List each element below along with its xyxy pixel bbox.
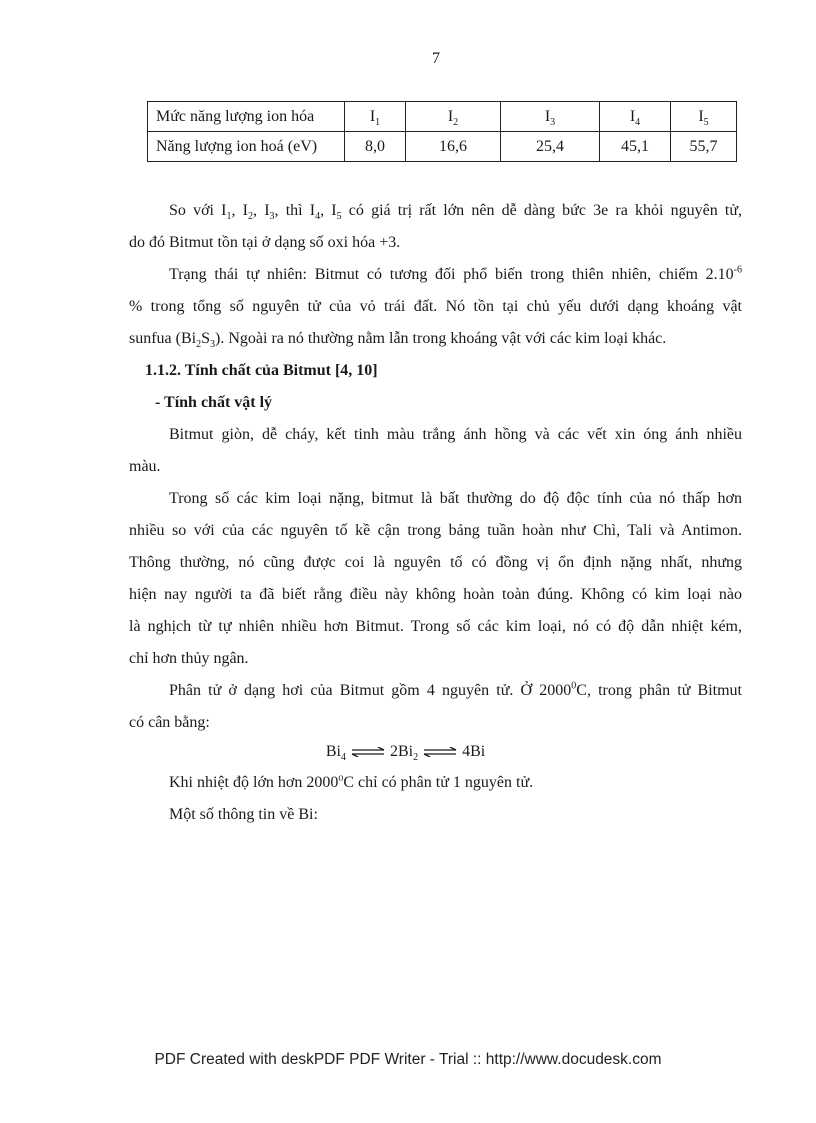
paragraph-line: Thông thường, nó cũng được coi là nguyên tố có đồng vị ổn định nặng nhất, nhưng [129, 554, 742, 571]
table-cell: 45,1 [600, 132, 671, 162]
section-heading: 1.1.2. Tính chất của Bitmut [4, 10] [145, 362, 378, 379]
paragraph-line: nhiều so với của các nguyên tố kề cận trong bảng tuần hoàn như Chì, Tali và Antimon. [129, 522, 742, 539]
paragraph-line: chỉ hơn thủy ngân. [129, 650, 249, 667]
equilibrium-equation: $Bi_4$ $2Bi_2$ 4Bi [325, 743, 486, 764]
paragraph-physical: Bitmut giòn, dễ cháy, kết tinh màu trắng ánh hồng và các vết xin óng ánh nhiều [169, 426, 742, 443]
table-cell: 25,4 [501, 132, 600, 162]
paragraph-line: do đó Bitmut tồn tại ở dạng số oxi hóa +3. [129, 234, 401, 251]
table-header-cell: $I_5$ [671, 102, 737, 132]
table-header-cell: $I_3$ [501, 102, 600, 132]
table-cell: 16,6 [406, 132, 501, 162]
table-row-label: Năng lượng ion hoá (eV) [148, 132, 345, 162]
equilibrium-arrow-icon [423, 747, 457, 757]
table-cell: 55,7 [671, 132, 737, 162]
body-text [129, 0, 742, 1123]
paragraph-line: sunfua $(Bi_2S_3)$. Ngoài ra nó thường nằm lẫn trong khoáng vật với các kim loại khác. [129, 330, 667, 351]
table-header-label: Mức năng lượng ion hóa [148, 102, 345, 132]
table-header-cell: $I_1$ [345, 102, 406, 132]
paragraph-temperature: Khi nhiệt độ lớn hơn 2000$^o$C chỉ có phân tử 1 nguyên tử. [169, 772, 534, 791]
paragraph-line: % trong tổng số nguyên tử của vỏ trái đất. Nó tồn tại chủ yếu dưới dạng khoáng vật [129, 298, 742, 315]
paragraph-line: là nghịch từ tự nhiên nhiều hơn Bitmut. Trong số các kim loại, nó có độ dẫn nhiệt kém, [129, 618, 742, 635]
paragraph-heavy-metals: Trong số các kim loại nặng, bitmut là bất thường do độ độc tính của nó thấp hơn [169, 490, 742, 507]
paragraph-info: Một số thông tin về Bi: [169, 806, 318, 823]
paragraph-ionization: So với $I_1$, $I_2$, $I_3$, thì $I_4$, $I_5$ có giá trị rất lớn nên dễ dàng bức 3e ra khỏi nguyên tử, [169, 202, 743, 223]
paragraph-line: màu. [129, 458, 161, 475]
page-number: 7 [432, 50, 440, 67]
table-header-cell: $I_2$ [406, 102, 501, 132]
paragraph-natural-state: Trạng thái tự nhiên: Bitmut có tương đối phổ biến trong thiên nhiên, chiếm $2.10^{-6}$ [169, 264, 742, 283]
paragraph-line: có cân bằng: [129, 714, 210, 731]
table-header-cell: $I_4$ [600, 102, 671, 132]
equilibrium-arrow-icon [351, 747, 385, 757]
table-cell: 8,0 [345, 132, 406, 162]
paragraph-vapor: Phân tử ở dạng hơi của Bitmut gồm 4 nguyên tử. Ở 2000$^0$C, trong phân tử Bitmut [169, 680, 742, 699]
pdf-writer-footer: PDF Created with deskPDF PDF Writer - Trial :: http://www.docudesk.com [154, 1051, 662, 1068]
subsection-heading: - Tính chất vật lý [155, 394, 273, 411]
paragraph-line: hiện nay người ta đã biết rằng điều này không hoàn toàn đúng. Không có kim loại nào [129, 586, 742, 603]
